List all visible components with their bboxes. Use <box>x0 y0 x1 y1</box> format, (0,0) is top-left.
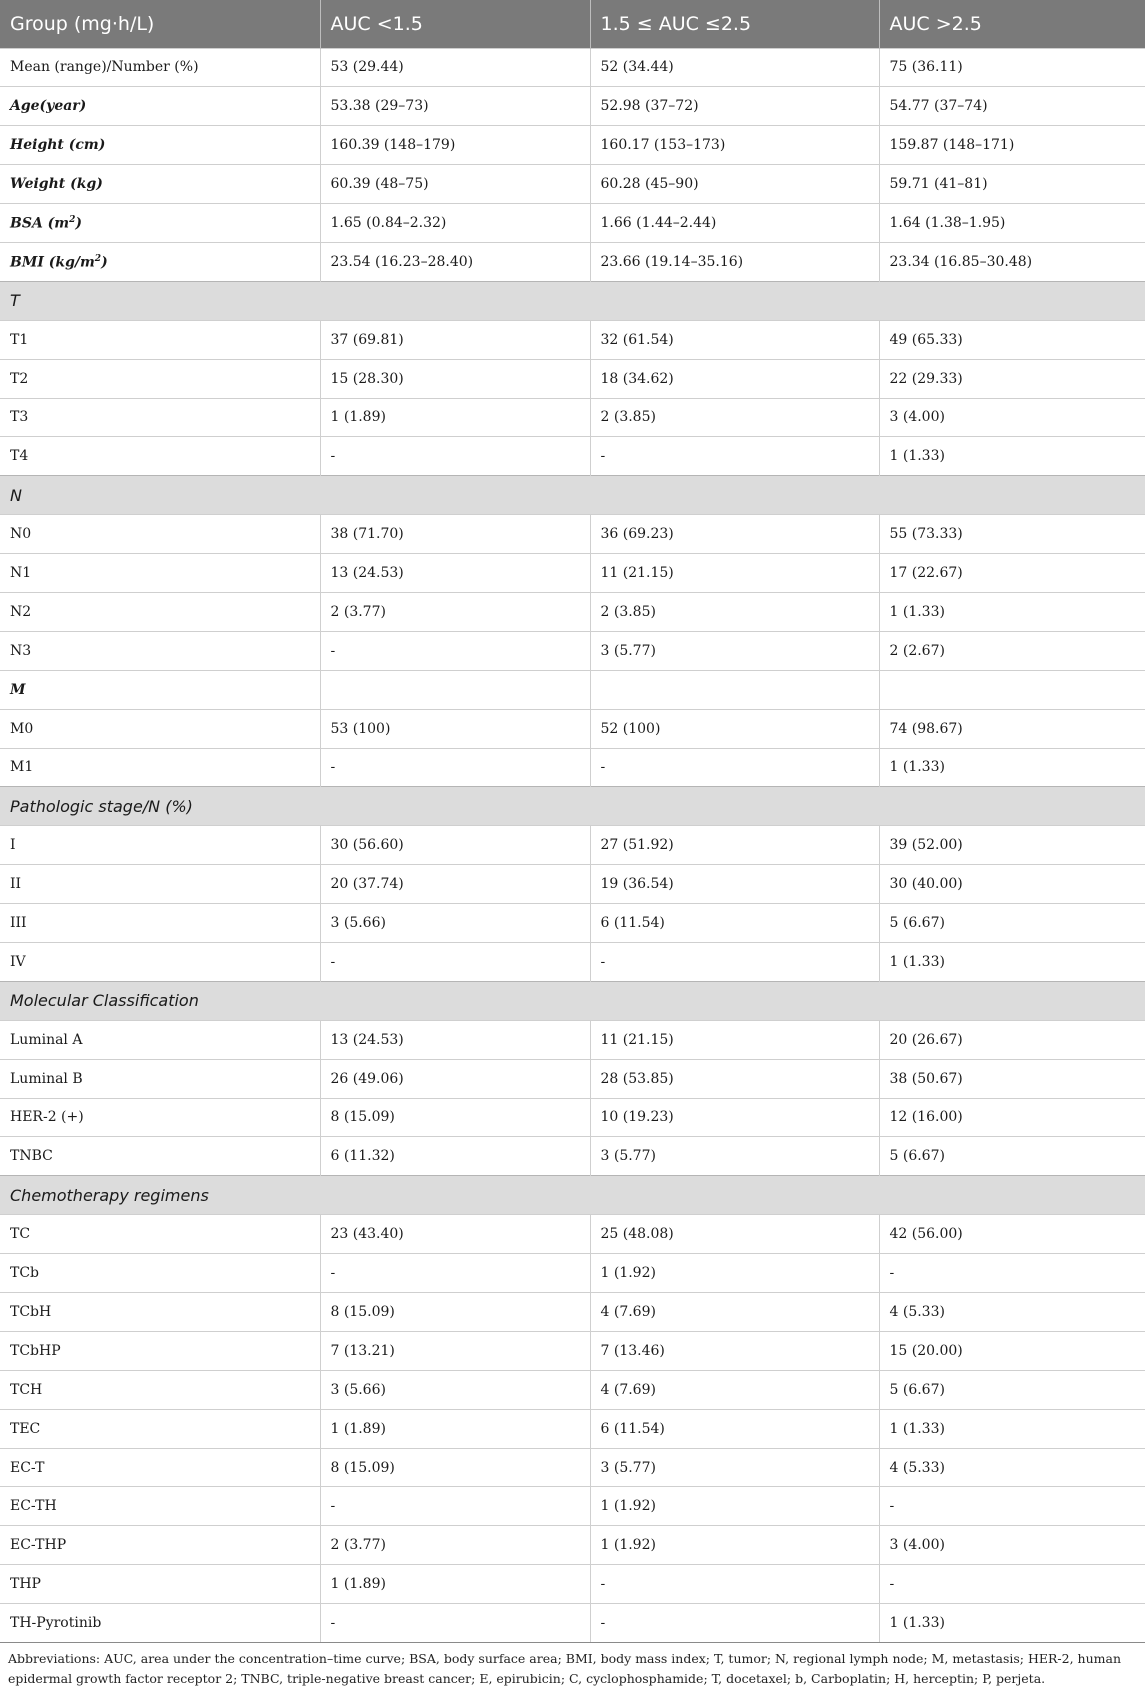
table-cell: - <box>320 942 590 981</box>
table-cell: - <box>320 1254 590 1293</box>
table-cell: 27 (51.92) <box>590 826 879 865</box>
table-row <box>0 1293 1145 1332</box>
row-label: Age(year) <box>0 87 320 126</box>
table-cell: - <box>590 1604 879 1643</box>
table-row <box>0 48 1145 87</box>
row-label <box>0 242 320 281</box>
table-cell: 6 (11.54) <box>590 904 879 943</box>
table-cell: 28 (53.85) <box>590 1059 879 1098</box>
row-label: Luminal A <box>0 1020 320 1059</box>
table-cell: 8 (15.09) <box>320 1293 590 1332</box>
table-cell: 42 (56.00) <box>879 1215 1145 1254</box>
table-cell: 3 (5.77) <box>590 631 879 670</box>
table-cell: 23.34 (16.85–30.48) <box>879 242 1145 281</box>
table-cell <box>590 670 879 709</box>
header-row <box>0 0 1145 48</box>
table-cell: 1.64 (1.38–1.95) <box>879 204 1145 243</box>
table-cell: 52 (100) <box>590 709 879 748</box>
table-row <box>0 826 1145 865</box>
table-cell: 3 (5.77) <box>590 1137 879 1176</box>
label-text: BSA (m <box>10 215 70 232</box>
table-cell: - <box>590 1565 879 1604</box>
row-label: TCbH <box>0 1293 320 1332</box>
table-cell: 7 (13.46) <box>590 1331 879 1370</box>
table-row <box>0 515 1145 554</box>
table-row <box>0 320 1145 359</box>
table-cell: 2 (3.85) <box>590 592 879 631</box>
table-row <box>0 359 1145 398</box>
table-cell: - <box>320 1604 590 1643</box>
row-label: T4 <box>0 437 320 476</box>
section-row-m <box>0 670 1145 709</box>
table-cell: 1.66 (1.44–2.44) <box>590 204 879 243</box>
table-cell: 1 (1.33) <box>879 592 1145 631</box>
row-label: T1 <box>0 320 320 359</box>
row-label: Weight (kg) <box>0 165 320 204</box>
table-row <box>0 87 1145 126</box>
table-row <box>0 1020 1145 1059</box>
section-label: Chemotherapy regimens <box>0 1176 1145 1215</box>
table-cell: 74 (98.67) <box>879 709 1145 748</box>
row-label: IV <box>0 942 320 981</box>
table-cell: 4 (5.33) <box>879 1448 1145 1487</box>
row-label: M1 <box>0 748 320 787</box>
table-row <box>0 904 1145 943</box>
table-cell <box>320 670 590 709</box>
table-cell: 6 (11.54) <box>590 1409 879 1448</box>
table-row <box>0 709 1145 748</box>
table-row <box>0 592 1145 631</box>
table-cell: 20 (26.67) <box>879 1020 1145 1059</box>
table-cell: - <box>879 1487 1145 1526</box>
row-label: M0 <box>0 709 320 748</box>
table-row <box>0 398 1145 437</box>
table-cell: 55 (73.33) <box>879 515 1145 554</box>
section-row-molecular-classification <box>0 981 1145 1020</box>
row-label: TCb <box>0 1254 320 1293</box>
table-cell: 2 (3.77) <box>320 1526 590 1565</box>
row-label: N2 <box>0 592 320 631</box>
superscript: 2 <box>94 253 102 264</box>
table-row <box>0 1604 1145 1643</box>
table-cell: 18 (34.62) <box>590 359 879 398</box>
table-cell: 38 (71.70) <box>320 515 590 554</box>
table-cell: 49 (65.33) <box>879 320 1145 359</box>
row-label: TNBC <box>0 1137 320 1176</box>
table-cell: 11 (21.15) <box>590 554 879 593</box>
table-row <box>0 1059 1145 1098</box>
row-label: TCbHP <box>0 1331 320 1370</box>
table-row <box>0 437 1145 476</box>
table-cell: 59.71 (41–81) <box>879 165 1145 204</box>
table-row <box>0 204 1145 243</box>
table-cell: 36 (69.23) <box>590 515 879 554</box>
table-cell: 3 (5.66) <box>320 1370 590 1409</box>
table-row <box>0 1526 1145 1565</box>
table-cell: - <box>590 437 879 476</box>
table-cell: 15 (28.30) <box>320 359 590 398</box>
row-label: T2 <box>0 359 320 398</box>
table-row <box>0 1331 1145 1370</box>
table-cell: 1 (1.89) <box>320 1409 590 1448</box>
table-cell <box>879 670 1145 709</box>
table-cell: 159.87 (148–171) <box>879 126 1145 165</box>
table-cell: - <box>320 437 590 476</box>
table-cell: 1 (1.92) <box>590 1254 879 1293</box>
table-cell: 17 (22.67) <box>879 554 1145 593</box>
section-label: T <box>0 281 1145 320</box>
table-cell: 4 (5.33) <box>879 1293 1145 1332</box>
table-cell: 160.17 (153–173) <box>590 126 879 165</box>
table-cell: 13 (24.53) <box>320 554 590 593</box>
table-cell: 3 (5.77) <box>590 1448 879 1487</box>
table-header <box>0 0 1145 48</box>
table-cell: 8 (15.09) <box>320 1098 590 1137</box>
row-label: II <box>0 865 320 904</box>
table-cell: 1 (1.33) <box>879 748 1145 787</box>
table-cell: 26 (49.06) <box>320 1059 590 1098</box>
label-suffix: ) <box>101 254 108 271</box>
table-cell: 8 (15.09) <box>320 1448 590 1487</box>
section-row-pathologic-stage <box>0 787 1145 826</box>
table-cell: 3 (4.00) <box>879 398 1145 437</box>
table-cell: 1.65 (0.84–2.32) <box>320 204 590 243</box>
row-label: T3 <box>0 398 320 437</box>
row-label: TEC <box>0 1409 320 1448</box>
table-cell: 13 (24.53) <box>320 1020 590 1059</box>
table-cell: 5 (6.67) <box>879 1370 1145 1409</box>
table-cell: 1 (1.92) <box>590 1526 879 1565</box>
table-cell: - <box>879 1254 1145 1293</box>
table-cell: 60.28 (45–90) <box>590 165 879 204</box>
table-row <box>0 865 1145 904</box>
table-cell: 3 (4.00) <box>879 1526 1145 1565</box>
table-cell: 2 (2.67) <box>879 631 1145 670</box>
column-header-auc-high: AUC >2.5 <box>879 0 1145 48</box>
section-label: N <box>0 476 1145 515</box>
table-cell: 1 (1.89) <box>320 398 590 437</box>
table-cell: 5 (6.67) <box>879 1137 1145 1176</box>
table-cell: 5 (6.67) <box>879 904 1145 943</box>
table-row <box>0 1215 1145 1254</box>
table-footnote: Abbreviations: AUC, area under the concentration–time curve; BSA, body surface area; BMI, body mass index; T, tumor; N, regional lymph node; M, metastasis; HER-2, human epidermal growth factor receptor 2; TNBC, triple-negative breast cancer; E, epirubicin; C, cyclophosphamide; T, docetaxel; b, Carboplatin; H, herceptin; P, perjeta. <box>8 1651 1121 1687</box>
table-cell: 53 (29.44) <box>320 48 590 87</box>
column-header-group: Group (mg·h/L) <box>10 12 155 35</box>
table-cell: 23.54 (16.23–28.40) <box>320 242 590 281</box>
table-cell: 39 (52.00) <box>879 826 1145 865</box>
section-label: Molecular Classification <box>0 981 1145 1020</box>
table-cell: 20 (37.74) <box>320 865 590 904</box>
table-cell: 19 (36.54) <box>590 865 879 904</box>
table-cell: 30 (40.00) <box>879 865 1145 904</box>
section-label: M <box>0 670 320 709</box>
table-cell: 3 (5.66) <box>320 904 590 943</box>
table-cell: 160.39 (148–179) <box>320 126 590 165</box>
table-row <box>0 1098 1145 1137</box>
section-row-chemotherapy-regimens <box>0 1176 1145 1215</box>
table-row <box>0 1137 1145 1176</box>
row-label: Height (cm) <box>0 126 320 165</box>
table-row <box>0 1487 1145 1526</box>
row-label: N0 <box>0 515 320 554</box>
row-label: Luminal B <box>0 1059 320 1098</box>
row-label: I <box>0 826 320 865</box>
section-row-t <box>0 281 1145 320</box>
table-cell: 37 (69.81) <box>320 320 590 359</box>
row-label: TH-Pyrotinib <box>0 1604 320 1643</box>
row-label: Mean (range)/Number (%) <box>0 48 320 87</box>
table-cell: 23.66 (19.14–35.16) <box>590 242 879 281</box>
table-cell: 12 (16.00) <box>879 1098 1145 1137</box>
table-cell: 54.77 (37–74) <box>879 87 1145 126</box>
table-cell: 4 (7.69) <box>590 1293 879 1332</box>
section-label: Pathologic stage/N (%) <box>0 787 1145 826</box>
table-cell: - <box>590 942 879 981</box>
row-label: THP <box>0 1565 320 1604</box>
row-label: TCH <box>0 1370 320 1409</box>
table-row <box>0 1254 1145 1293</box>
row-label: EC-T <box>0 1448 320 1487</box>
table-cell: 25 (48.08) <box>590 1215 879 1254</box>
row-label: EC-TH <box>0 1487 320 1526</box>
table-row <box>0 942 1145 981</box>
table-cell: 22 (29.33) <box>879 359 1145 398</box>
table-row <box>0 242 1145 281</box>
table-cell: 32 (61.54) <box>590 320 879 359</box>
table-cell: 2 (3.77) <box>320 592 590 631</box>
table-cell: 7 (13.21) <box>320 1331 590 1370</box>
row-label: EC-THP <box>0 1526 320 1565</box>
column-header-auc-low: AUC <1.5 <box>320 0 590 48</box>
section-row-n <box>0 476 1145 515</box>
table-cell: 53 (100) <box>320 709 590 748</box>
table-cell: 6 (11.32) <box>320 1137 590 1176</box>
table-cell: 1 (1.33) <box>879 1604 1145 1643</box>
table-row <box>0 165 1145 204</box>
table-row <box>0 554 1145 593</box>
table-row <box>0 126 1145 165</box>
label-text: BMI (kg/m <box>10 254 95 271</box>
table-cell: 30 (56.60) <box>320 826 590 865</box>
table-body <box>0 48 1145 1643</box>
table-cell: - <box>590 748 879 787</box>
table-cell: 10 (19.23) <box>590 1098 879 1137</box>
table-row <box>0 748 1145 787</box>
table-cell: 1 (1.92) <box>590 1487 879 1526</box>
table-cell: 52.98 (37–72) <box>590 87 879 126</box>
table-cell: 52 (34.44) <box>590 48 879 87</box>
table-cell: 15 (20.00) <box>879 1331 1145 1370</box>
table-cell: 60.39 (48–75) <box>320 165 590 204</box>
row-label: HER-2 (+) <box>0 1098 320 1137</box>
superscript: 2 <box>69 214 76 225</box>
table-row <box>0 1448 1145 1487</box>
label-suffix: ) <box>75 215 83 232</box>
table-cell: 38 (50.67) <box>879 1059 1145 1098</box>
table-row <box>0 1409 1145 1448</box>
row-label: TC <box>0 1215 320 1254</box>
table-cell: 4 (7.69) <box>590 1370 879 1409</box>
row-label <box>0 204 320 243</box>
table-cell: - <box>320 631 590 670</box>
row-label: III <box>0 904 320 943</box>
table-cell: 23 (43.40) <box>320 1215 590 1254</box>
table-cell: 2 (3.85) <box>590 398 879 437</box>
table-cell: 1 (1.33) <box>879 437 1145 476</box>
table-cell: - <box>879 1565 1145 1604</box>
row-label: N1 <box>0 554 320 593</box>
table-cell: 1 (1.89) <box>320 1565 590 1604</box>
table-cell: 1 (1.33) <box>879 1409 1145 1448</box>
table-cell: - <box>320 1487 590 1526</box>
row-label: N3 <box>0 631 320 670</box>
table-cell: 53.38 (29–73) <box>320 87 590 126</box>
table-cell: 1 (1.33) <box>879 942 1145 981</box>
table-cell: 75 (36.11) <box>879 48 1145 87</box>
column-header-auc-mid: 1.5 ≤ AUC ≤2.5 <box>590 0 879 48</box>
table-row <box>0 1370 1145 1409</box>
table-row <box>0 631 1145 670</box>
table-cell: 11 (21.15) <box>590 1020 879 1059</box>
table-cell: - <box>320 748 590 787</box>
table-row <box>0 1565 1145 1604</box>
